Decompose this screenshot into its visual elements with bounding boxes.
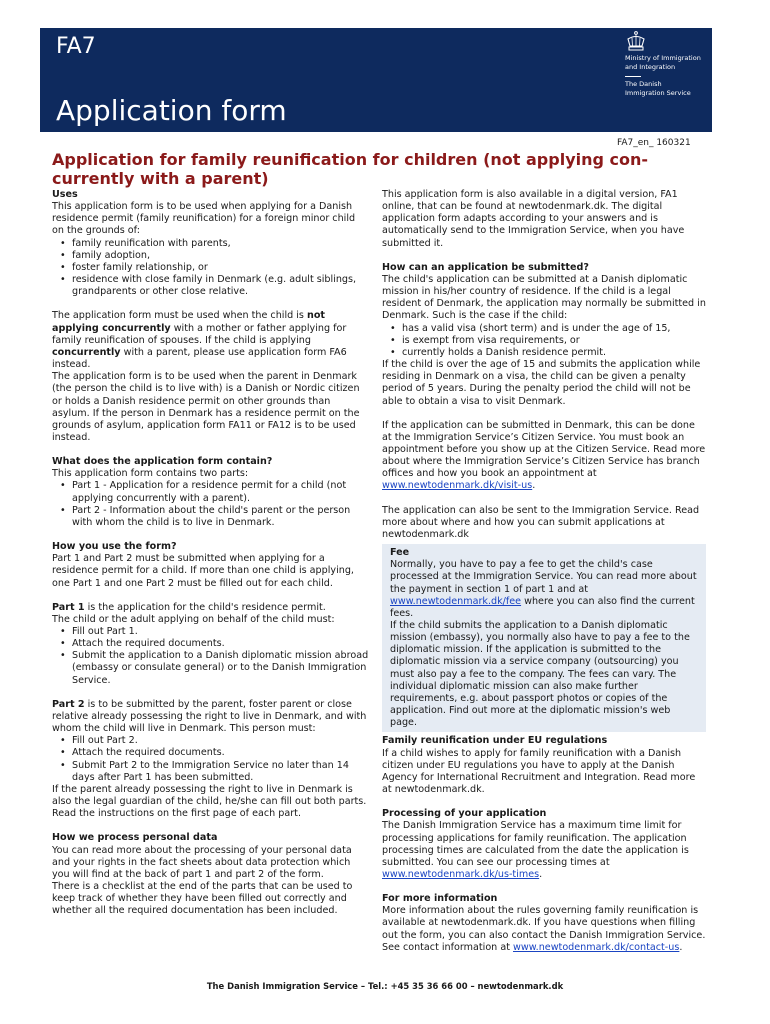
sent-paragraph: The application can also be sent to the Immigration Service. Read more about where and how you can submit applications at newtodenmark.dk — [382, 504, 700, 540]
list-item: • Submit the application to a Danish diplomatic mission abroad (embassy or consulate general) or to the Danish Immigration Service. — [72, 650, 370, 686]
fee-heading: Fee — [390, 547, 410, 559]
list-item: • has a valid visa (short term) and is under the age of 15, — [402, 323, 706, 335]
list-item: • family reunification with parents, — [72, 238, 370, 250]
contains-heading: What does the application form contain? — [52, 456, 273, 468]
not-concurrent-paragraph: The application form must be used when the child is not applying concurrently with a mother or father applying for family reunification of spouses. If the child is applying concurrently with a parent, please use application form FA6 instead. — [52, 310, 347, 371]
personal-data-text: You can read more about the processing of your personal data and your rights in the fact sheets about data protection which you will find at the back of part 1 and part 2 of the form. — [52, 844, 352, 880]
visit-us-link[interactable]: www.newtodenmark.dk/visit-us — [382, 480, 533, 492]
more-info-text: More information about the rules governing family reunification is available at newtodenmark.dk. If you have questions when filling out the form, you can also contact the Danish Immigration Service. See contact information at www.newtodenmark.dk/contact-us. — [382, 905, 706, 953]
list-item: • Attach the required documents. — [72, 747, 370, 759]
part2-read: Read the instructions on the first page of each part. — [52, 808, 301, 820]
submit-heading: How can an application be submitted? — [382, 261, 589, 273]
list-item: • Submit Part 2 to the Immigration Service no later than 14 days after Part 1 has been submitted. — [72, 760, 370, 784]
left-column — [52, 189, 370, 917]
page-title: Application for family reunification for children (not applying con-currently with a parent) — [52, 150, 649, 188]
contact-us-link[interactable]: www.newtodenmark.dk/contact-us — [513, 941, 680, 953]
contains-intro: This application form contains two parts: — [52, 468, 249, 480]
uses-intro: This application form is to be used when applying for a Danish residence permit (family reunification) for a foreign minor child on the grounds of: — [52, 201, 356, 237]
eu-heading: Family reunification under EU regulations — [382, 735, 608, 747]
form-code: FA7 — [56, 34, 96, 59]
fee-box — [382, 544, 706, 732]
list-item: • Part 2 - Information about the child's parent or the person with whom the child is to live in Denmark. — [72, 505, 370, 529]
list-item: • currently holds a Danish residence permit. — [402, 347, 706, 359]
submit-list — [382, 323, 706, 359]
part2-paragraph: Part 2 is to be submitted by the parent, foster parent or close relative already possessing the right to live in Denmark, and with whom the child will live in Denmark. This person must: — [52, 698, 367, 735]
list-item: • Part 1 - Application for a residence permit for a child (not applying concurrently with a parent). — [72, 480, 370, 504]
submit-intro: The child's application can be submitted at a Danish diplomatic mission in his/her country of residence. If the child is a legal resident of Denmark, the application may normally be submitted in Denmark. Such is the case if the child: — [382, 273, 706, 322]
list-item: • is exempt from visa requirements, or — [402, 335, 706, 347]
ministry-logo — [625, 30, 715, 98]
service-name: The Danish Immigration Service — [625, 80, 691, 97]
header-banner — [40, 28, 712, 132]
parent-in-denmark-paragraph: The application form is to be used when the parent in Denmark (the person the child is to live with) is a Danish or Nordic citizen or holds a Danish residence permit on other grounds than asylum. If the person in Denmark has a residence permit on the grounds of asylum, application form FA11 or FA12 is to be used instead. — [52, 371, 360, 443]
personal-data-heading: How we process personal data — [52, 832, 218, 844]
list-item: • Fill out Part 1. — [72, 626, 370, 638]
submit-after: If the child is over the age of 15 and submits the application while residing in Denmark on a visa, the child can be given a penalty period of 5 years. During the penalty period the child will not be able to obtain a visa to visit Denmark. — [382, 359, 701, 407]
logo-divider — [625, 76, 641, 77]
processing-text: The Danish Immigration Service has a maximum time limit for processing applications for family reunification. The application processing times are calculated from the date the application is submitted. You can see our processing times at www.newtodenmark.dk/us-times. — [382, 820, 689, 880]
list-item: • Attach the required documents. — [72, 638, 370, 650]
form-reference: FA7_en_ 160321 — [617, 138, 691, 148]
uses-heading: Uses — [52, 189, 78, 200]
ministry-name: Ministry of Immigration and Integration — [625, 54, 701, 71]
contains-list — [52, 480, 370, 529]
list-item: • Fill out Part 2. — [72, 735, 370, 747]
part2-list — [52, 735, 370, 784]
eu-text: If a child wishes to apply for family reunification with a Danish citizen under EU regulations you have to apply at the Danish Agency for International Recruitment and Integration. Read more at newtodenmark.dk. — [382, 747, 696, 796]
uses-list — [52, 238, 370, 299]
more-info-heading: For more information — [382, 893, 498, 905]
fee-link[interactable]: www.newtodenmark.dk/fee — [390, 595, 522, 607]
processing-times-link[interactable]: www.newtodenmark.dk/us-times — [382, 868, 540, 880]
crown-icon — [625, 30, 647, 52]
fee-diplomatic-text: If the child submits the application to a Danish diplomatic mission (embassy), you normally also have to pay a fee to the diplomatic mission. If the application is submitted to the diplomatic mission via a service company (outsourcing) you must also pay a fee to the company. The fees can vary. The individual diplomatic mission can also make further requirements, e.g. about passport photos or copies of the application. Find out more at the diplomatic mission's web page. — [390, 620, 690, 729]
part2-after: If the parent already possessing the right to live in Denmark is also the legal guardian of the child, he/she can fill out both parts. — [52, 783, 367, 808]
list-item: • foster family relationship, or — [72, 262, 370, 274]
processing-heading: Processing of your application — [382, 808, 547, 820]
right-column — [382, 189, 706, 954]
list-item: • residence with close family in Denmark (e.g. adult siblings, grandparents or other close relative. — [72, 274, 370, 298]
digital-version-paragraph: This application form is also available in a digital version, FA1 online, that can be found at newtodenmark.dk. The digital application form adapts according to your answers and is automatically send to the Immigration Service, when you have submitted it. — [382, 189, 685, 249]
fee-text: Normally, you have to pay a fee to get the child's case processed at the Immigration Service. You can read more about the payment in section 1 of part 1 and at www.newtodenmark.dk/fee where you can also find the current fees. — [390, 559, 697, 619]
part1-line2: The child or the adult applying on behalf of the child must: — [52, 613, 335, 625]
how-use-heading: How you use the form? — [52, 541, 177, 553]
citizen-service-paragraph: If the application can be submitted in Denmark, this can be done at the Immigration Service’s Citizen Service. You must book an appointment before you show up at the Citizen Service. Read more about where the Immigration Service’s Citizen Service has branch offices and how you book an appointment at www.newtodenmark.dk/visit-us. — [382, 419, 706, 492]
list-item: • family adoption, — [72, 250, 370, 262]
part1-list — [52, 626, 370, 687]
checklist-text: There is a checklist at the end of the parts that can be used to keep track of whether they have been filled out correctly and whether all the required documentation has been included. — [52, 880, 353, 917]
how-use-text: Part 1 and Part 2 must be submitted when applying for a residence permit for a child. If more than one child is applying, one Part 1 and one Part 2 must be filled out for each child. — [52, 553, 354, 589]
part1-paragraph: Part 1 is the application for the child's residence permit. — [52, 601, 326, 613]
form-type-title: Application form — [56, 94, 287, 127]
footer: The Danish Immigration Service – Tel.: +45 35 36 66 00 – newtodenmark.dk — [206, 981, 564, 991]
